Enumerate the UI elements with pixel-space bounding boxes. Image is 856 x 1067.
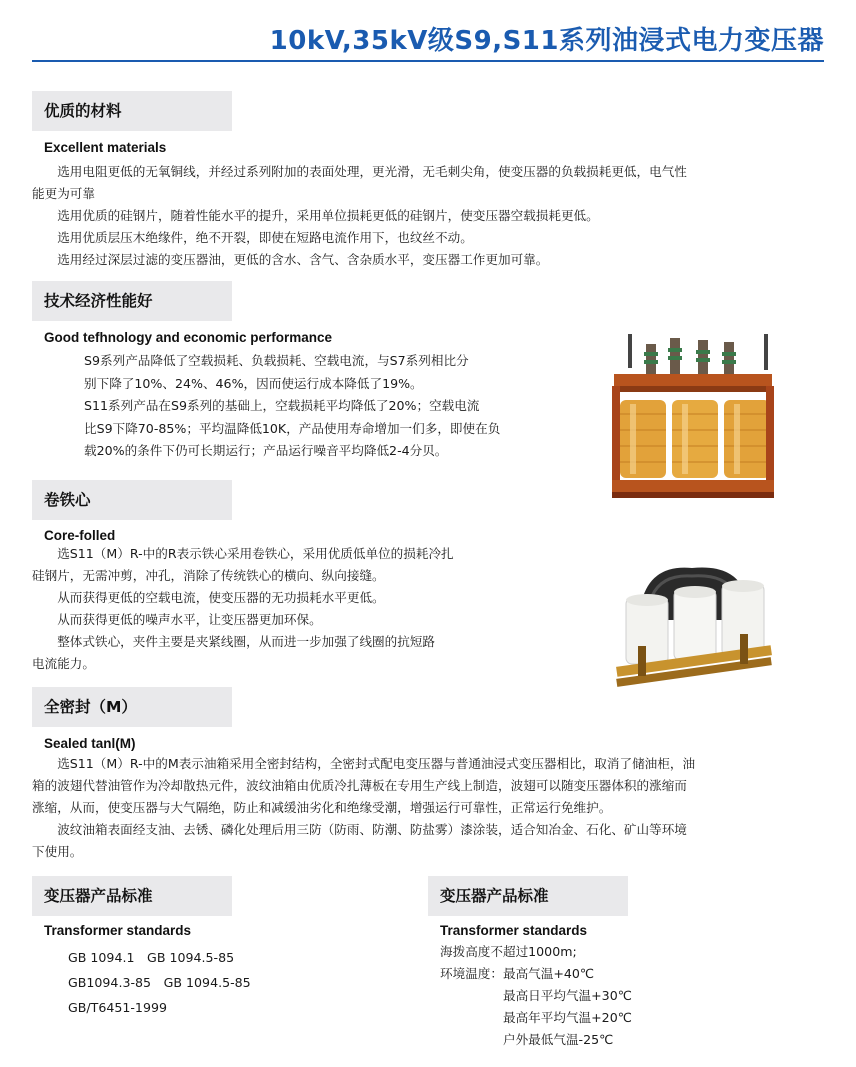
section-body-materials <box>32 161 687 271</box>
text-line: 电流能力。 <box>32 656 95 671</box>
title-underline <box>32 60 824 62</box>
text-line: GB1094.3-85 GB 1094.5-85 <box>68 975 251 990</box>
section-body-performance <box>84 350 500 463</box>
section-heading-core: 卷铁心 <box>32 480 232 520</box>
section-subheading-performance: Good tefhnology and economic performance <box>44 330 333 345</box>
section-subheading-sealed: Sealed tanl(M) <box>44 736 136 751</box>
text-line: 整体式铁心，夹件主要是夹紧线圈，从而进一步加强了线圈的抗短路 <box>32 634 435 649</box>
text-line: 最高日平均气温+30℃ <box>440 988 632 1003</box>
text-line: 硅钢片，无需冲剪，冲孔，消除了传统铁心的横向、纵向接缝。 <box>32 568 385 583</box>
text-line: 比S9下降70-85%；平均温降低10K，产品使用寿命增加一们多，即使在负 <box>84 420 501 436</box>
wound-core-photo <box>612 560 776 690</box>
text-line: 从而获得更低的空载电流，使变压器的无功损耗水平更低。 <box>32 590 385 605</box>
section-body-core <box>32 543 454 675</box>
section-subheading-core: Core-folled <box>44 528 116 543</box>
text-line: 载20%的条件下仍可长期运行；产品运行噪音平均降低2-4分贝。 <box>84 443 448 459</box>
section-body-standards <box>68 945 251 1020</box>
text-line: 选用经过深层过滤的变压器油，更低的含水、含气、含杂质水平，变压器工作更加可靠。 <box>32 252 549 267</box>
transformer-photo <box>606 330 778 502</box>
section-subheading-standards: Transformer standards <box>44 923 192 938</box>
page-title: 10kV,35kV级S9,S11系列油浸式电力变压器 <box>269 26 824 56</box>
text-line: 环境温度：最高气温+40℃ <box>440 966 595 981</box>
text-line: 下使用。 <box>32 844 83 859</box>
section-heading-conditions: 变压器产品标准 <box>428 876 628 916</box>
text-line: GB/T6451-1999 <box>68 1000 167 1015</box>
section-heading-standards: 变压器产品标准 <box>32 876 232 916</box>
text-line: 海拨高度不超过1000m; <box>440 944 577 959</box>
text-line: 波纹油箱表面经支油、去锈、磷化处理后用三防（防雨、防潮、防盐雾）漆涂装，适合知冶金、石化、矿山等环境 <box>32 822 687 837</box>
text-line: 箱的波翅代替油管作为冷却散热元件，波纹油箱由优质冷扎薄板在专用生产线上制造，波翅可以随变压器体积的涨缩而 <box>32 778 687 793</box>
section-heading-sealed: 全密封（M） <box>32 687 232 727</box>
text-line: 选用电阻更低的无氧铜线，并经过系列附加的表面处理，更光滑，无毛刺尖角，使变压器的负载损耗更低，电气性 <box>32 164 687 179</box>
text-line: 从而获得更低的噪声水平，让变压器更加环保。 <box>32 612 322 627</box>
section-heading-materials: 优质的材料 <box>32 91 232 131</box>
text-line: 最高年平均气温+20℃ <box>440 1010 632 1025</box>
section-body-sealed <box>32 753 695 863</box>
text-line: 涨缩，从而，使变压器与大气隔绝，防止和减缓油劣化和绝缘受潮，增强运行可靠性，正常运行免维护。 <box>32 800 612 815</box>
section-subheading-conditions: Transformer standards <box>440 923 588 938</box>
text-line: 能更为可靠 <box>32 186 95 201</box>
text-line: GB 1094.1 GB 1094.5-85 <box>68 950 235 965</box>
text-line: 选S11（M）R-中的R表示铁心采用卷铁心，采用优质低单位的损耗冷扎 <box>32 546 454 561</box>
text-line: S9系列产品降低了空载损耗、负载损耗、空载电流，与S7系列相比分 <box>84 353 469 368</box>
text-line: 选用优质层压木绝缘件，绝不开裂，即使在短路电流作用下，也纹丝不动。 <box>32 230 473 245</box>
text-line: 选用优质的硅钢片，随着性能水平的提升，采用单位损耗更低的硅钢片，使变压器空载损耗更低。 <box>32 208 599 223</box>
section-heading-performance: 技术经济性能好 <box>32 281 232 321</box>
section-subheading-materials: Excellent materials <box>44 140 167 155</box>
section-body-conditions <box>440 941 632 1051</box>
text-line: 别下降了10%、24%、46%，因而使运行成本降低了19%。 <box>84 375 423 391</box>
text-line: 户外最低气温-25℃ <box>440 1032 614 1047</box>
text-line: S11系列产品在S9系列的基础上，空载损耗平均降低了20%；空载电流 <box>84 398 480 414</box>
text-line: 选S11（M）R-中的M表示油箱采用全密封结构，全密封式配电变压器与普通油浸式变压器相比，取消了储油柜，油 <box>32 756 696 771</box>
